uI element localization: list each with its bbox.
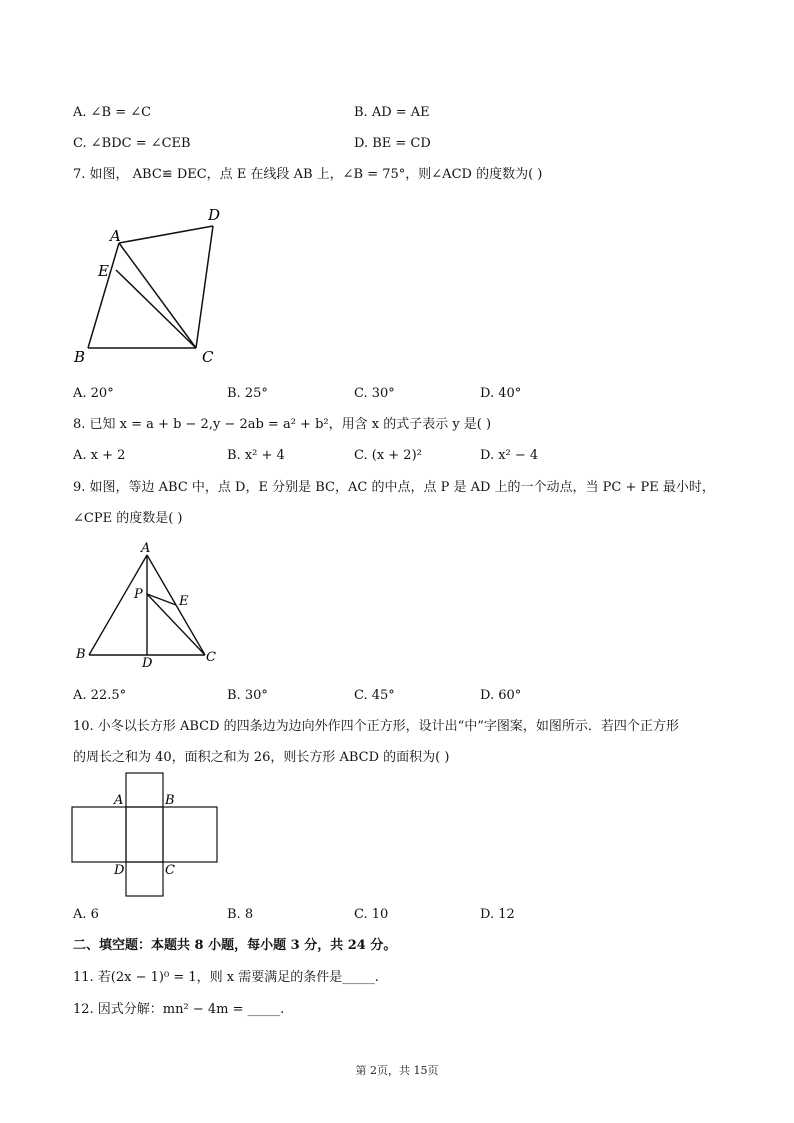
q10-option-d: D. 12 [480, 907, 515, 922]
q7-label-a: A [110, 227, 121, 245]
q8-option-a: A. x + 2 [73, 448, 126, 463]
q10-label-c: C [165, 863, 175, 878]
q9-label-d: D [142, 656, 153, 671]
q7-option-b: B. 25° [227, 386, 268, 401]
q9-label-c: C [206, 650, 216, 665]
q8-text: 8. 已知 x = a + b − 2,y − 2ab = a² + b²，用含 x 的式子表示 y 是( ) [73, 417, 492, 432]
q8-option-b: B. x² + 4 [227, 448, 285, 463]
q10-option-b: B. 8 [227, 907, 254, 922]
q10-label-a: A [114, 793, 124, 808]
q7-option-a: A. 20° [73, 386, 114, 401]
q7-label-e: E [98, 262, 109, 280]
q8-option-c: C. (x + 2)² [354, 448, 422, 463]
q10-text-line2: 的周长之和为 40，面积之和为 26，则长方形 ABCD 的面积为( ) [73, 750, 450, 765]
q9-option-b: B. 30° [227, 688, 268, 703]
section-heading-fill-in: 二、填空题：本题共 8 小题，每小题 3 分，共 24 分。 [73, 938, 397, 953]
q9-label-p: P [134, 587, 143, 602]
q9-label-b: B [76, 647, 86, 662]
q7-label-c: C [202, 348, 214, 366]
q9-label-e: E [179, 594, 189, 609]
q10-figure [70, 770, 220, 900]
q7-label-d: D [208, 206, 221, 224]
q10-text-line1: 10. 小冬以长方形 ABCD 的四条边为边向外作四个正方形，设计出“中”字图案，如图所示．若四个正方形 [73, 719, 679, 734]
q12-text: 12. 因式分解：mn² − 4m = _____. [73, 1002, 285, 1017]
q7-figure [70, 200, 250, 370]
q9-figure [70, 538, 230, 673]
q7-option-c: C. 30° [354, 386, 395, 401]
q10-label-b: B [165, 793, 175, 808]
q6-option-d: D. BE = CD [354, 136, 431, 151]
q10-option-c: C. 10 [354, 907, 389, 922]
q11-text: 11. 若(2x − 1)⁰ = 1，则 x 需要满足的条件是_____. [73, 970, 379, 985]
q9-option-c: C. 45° [354, 688, 395, 703]
q6-option-c: C. ∠BDC = ∠CEB [73, 136, 191, 151]
q10-option-a: A. 6 [73, 907, 99, 922]
q9-option-d: D. 60° [480, 688, 522, 703]
q10-label-d: D [114, 863, 125, 878]
q9-text-line1: 9. 如图，等边 ABC 中，点 D，E 分别是 BC，AC 的中点，点 P 是 AD 上的一个动点，当 PC + PE 最小时， [73, 480, 715, 495]
q7-text: 7. 如图， ABC≌ DEC，点 E 在线段 AB 上，∠B = 75°，则∠ACD 的度数为( ) [73, 167, 543, 182]
q9-label-a: A [141, 541, 151, 556]
q6-option-a: A. ∠B = ∠C [73, 105, 152, 120]
q9-text-line2: ∠CPE 的度数是( ) [73, 511, 183, 526]
q7-label-b: B [74, 348, 86, 366]
q8-option-d: D. x² − 4 [480, 448, 539, 463]
q9-option-a: A. 22.5° [73, 688, 127, 703]
page-footer: 第 2页，共 15页 [355, 1064, 439, 1077]
q6-option-b: B. AD = AE [354, 105, 430, 120]
q7-option-d: D. 40° [480, 386, 522, 401]
